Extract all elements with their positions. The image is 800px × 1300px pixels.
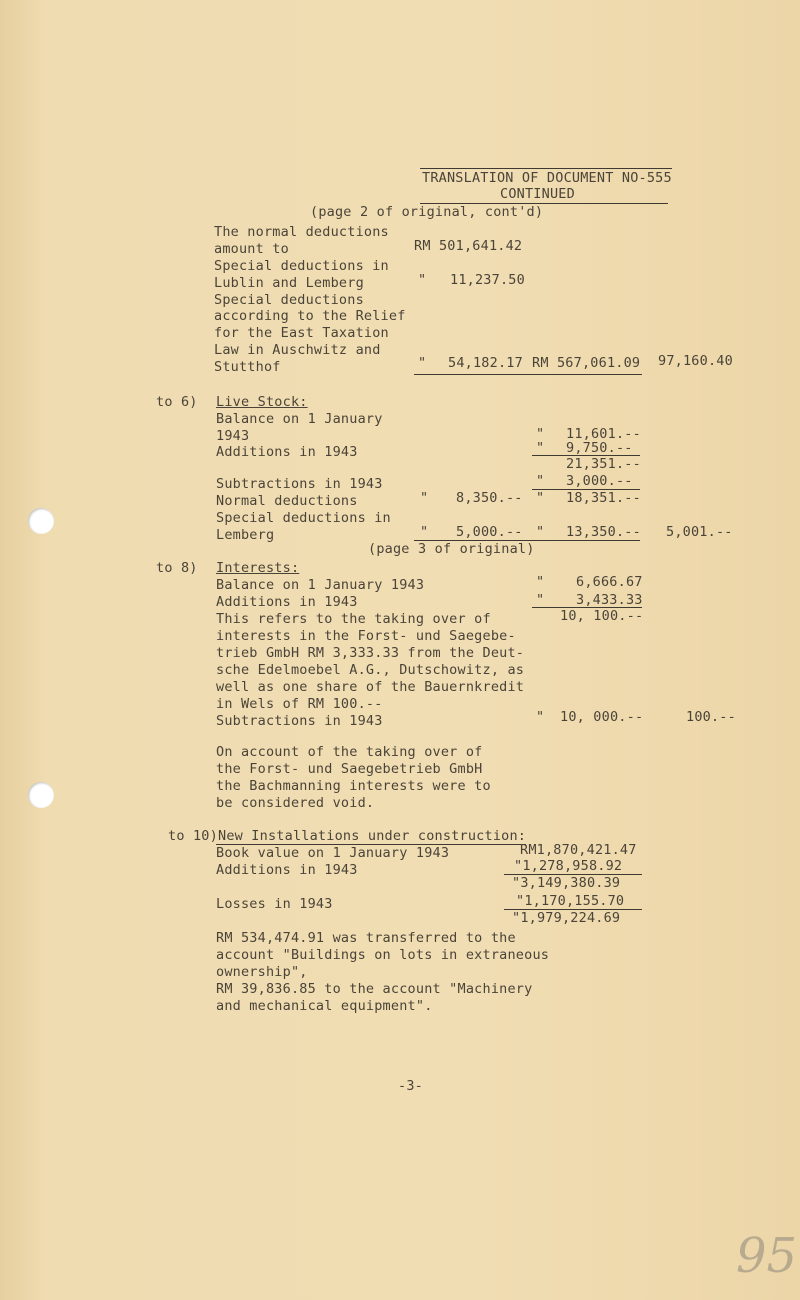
text-line: Balance on 1 January [216, 411, 383, 427]
pencil-page-number: 95 [736, 1228, 798, 1284]
section-heading-installations: New Installations under construction: [218, 828, 527, 844]
section-heading-livestock: Live Stock: [216, 394, 308, 410]
text-line: Special deductions in [216, 510, 391, 526]
ditto-mark: " [536, 426, 545, 442]
amount-lublin-lemberg: 11,237.50 [450, 272, 525, 288]
ditto-mark: " [420, 524, 429, 540]
note-line: ownership", [216, 964, 308, 980]
note-line: the Bachmanning interests were to [216, 778, 491, 794]
livestock-balance: 11,601.-- [566, 426, 641, 442]
text-line: Losses in 1943 [216, 896, 333, 912]
livestock-deductions-total: 13,350.-- [566, 524, 641, 540]
ditto-mark: " [418, 272, 427, 288]
text-line: Law in Auschwitz and [214, 342, 381, 358]
text-line: Normal deductions [216, 493, 358, 509]
livestock-after-subtractions: 18,351.-- [566, 490, 641, 506]
note-line: RM 534,474.91 was transferred to the [216, 930, 516, 946]
text-line: according to the Relief [214, 308, 406, 324]
note-line: account "Buildings on lots in extraneous [216, 947, 550, 963]
note-line: be considered void. [216, 795, 375, 811]
installations-losses: "1,170,155.70 [516, 893, 625, 909]
installations-sum: "3,149,380.39 [512, 875, 621, 891]
text-line: Lublin and Lemberg [214, 275, 364, 291]
ditto-mark: " [418, 355, 427, 371]
text-line: 1943 [216, 428, 250, 444]
amount-subtotal: RM 567,061.09 [532, 355, 641, 371]
livestock-subtractions: 3,000.-- [566, 473, 633, 489]
section-ref: to 6) [156, 394, 198, 410]
text-line: trieb GmbH RM 3,333.33 from the Deut- [216, 645, 525, 661]
section-ref: to 10) [168, 828, 218, 844]
ditto-mark: " [536, 709, 545, 725]
livestock-sum: 21,351.-- [566, 456, 641, 472]
interests-sum: 10, 100.-- [560, 608, 644, 624]
livestock-normal-deductions: 8,350.-- [456, 490, 523, 506]
underline [414, 374, 642, 375]
ditto-mark: " [536, 524, 545, 540]
ditto-mark: " [420, 490, 429, 506]
text-line: amount to [214, 241, 289, 257]
amount-special-deductions: 54,182.17 [448, 355, 523, 371]
text-line: Additions in 1943 [216, 594, 358, 610]
text-line: Lemberg [216, 527, 275, 543]
note-line: and mechanical equipment". [216, 998, 433, 1014]
text-line: Special deductions in [214, 258, 389, 274]
ditto-mark: " [536, 574, 545, 590]
text-line: in Wels of RM 100.-- [216, 696, 383, 712]
installations-book-value: RM1,870,421.47 [520, 842, 637, 858]
section-heading-interests: Interests: [216, 560, 300, 576]
ditto-mark: " [536, 592, 545, 608]
note-line: the Forst- und Saegebetrieb GmbH [216, 761, 483, 777]
text-line: Subtractions in 1943 [216, 713, 383, 729]
ditto-mark: " [536, 440, 545, 456]
text-line: interests in the Forst- und Saegebe- [216, 628, 516, 644]
interests-balance: 6,666.67 [576, 574, 643, 590]
text-line: Subtractions in 1943 [216, 476, 383, 492]
text-line: for the East Taxation [214, 325, 389, 341]
text-line: This refers to the taking over of [216, 611, 491, 627]
note-line: RM 39,836.85 to the account "Machinery [216, 981, 533, 997]
livestock-additions: 9,750.-- [566, 440, 633, 456]
livestock-net: 5,001.-- [666, 524, 733, 540]
note-line: On account of the taking over of [216, 744, 483, 760]
interests-net: 100.-- [686, 709, 736, 725]
document-title: TRANSLATION OF DOCUMENT NO-555 [422, 170, 672, 186]
document-title-continued: CONTINUED [500, 186, 575, 202]
text-line: Book value on 1 January 1943 [216, 845, 450, 861]
amount-normal-deductions: RM 501,641.42 [414, 238, 523, 254]
livestock-special-deductions: 5,000.-- [456, 524, 523, 540]
ditto-mark: " [536, 490, 545, 506]
title-overline [420, 168, 672, 169]
text-line: The normal deductions [214, 224, 389, 240]
text-line: Additions in 1943 [216, 862, 358, 878]
punch-hole [28, 508, 54, 534]
text-line: Additions in 1943 [216, 444, 358, 460]
page-note: (page 3 of original) [368, 541, 535, 557]
text-line: Stutthof [214, 359, 281, 375]
text-line: Balance on 1 January 1943 [216, 577, 425, 593]
punch-hole [28, 782, 54, 808]
installations-additions: "1,278,958.92 [514, 858, 623, 874]
amount-total: 97,160.40 [658, 353, 733, 369]
text-line: Special deductions [214, 292, 364, 308]
page-number: -3- [398, 1078, 423, 1094]
section-ref: to 8) [156, 560, 198, 576]
interests-subtractions: 10, 000.-- [560, 709, 644, 725]
interests-additions: 3,433.33 [576, 592, 643, 608]
page-note: (page 2 of original, cont'd) [310, 204, 544, 220]
installations-net: "1,979,224.69 [512, 910, 621, 926]
text-line: well as one share of the Bauernkredit [216, 679, 525, 695]
text-line: sche Edelmoebel A.G., Dutschowitz, as [216, 662, 525, 678]
ditto-mark: " [536, 473, 545, 489]
